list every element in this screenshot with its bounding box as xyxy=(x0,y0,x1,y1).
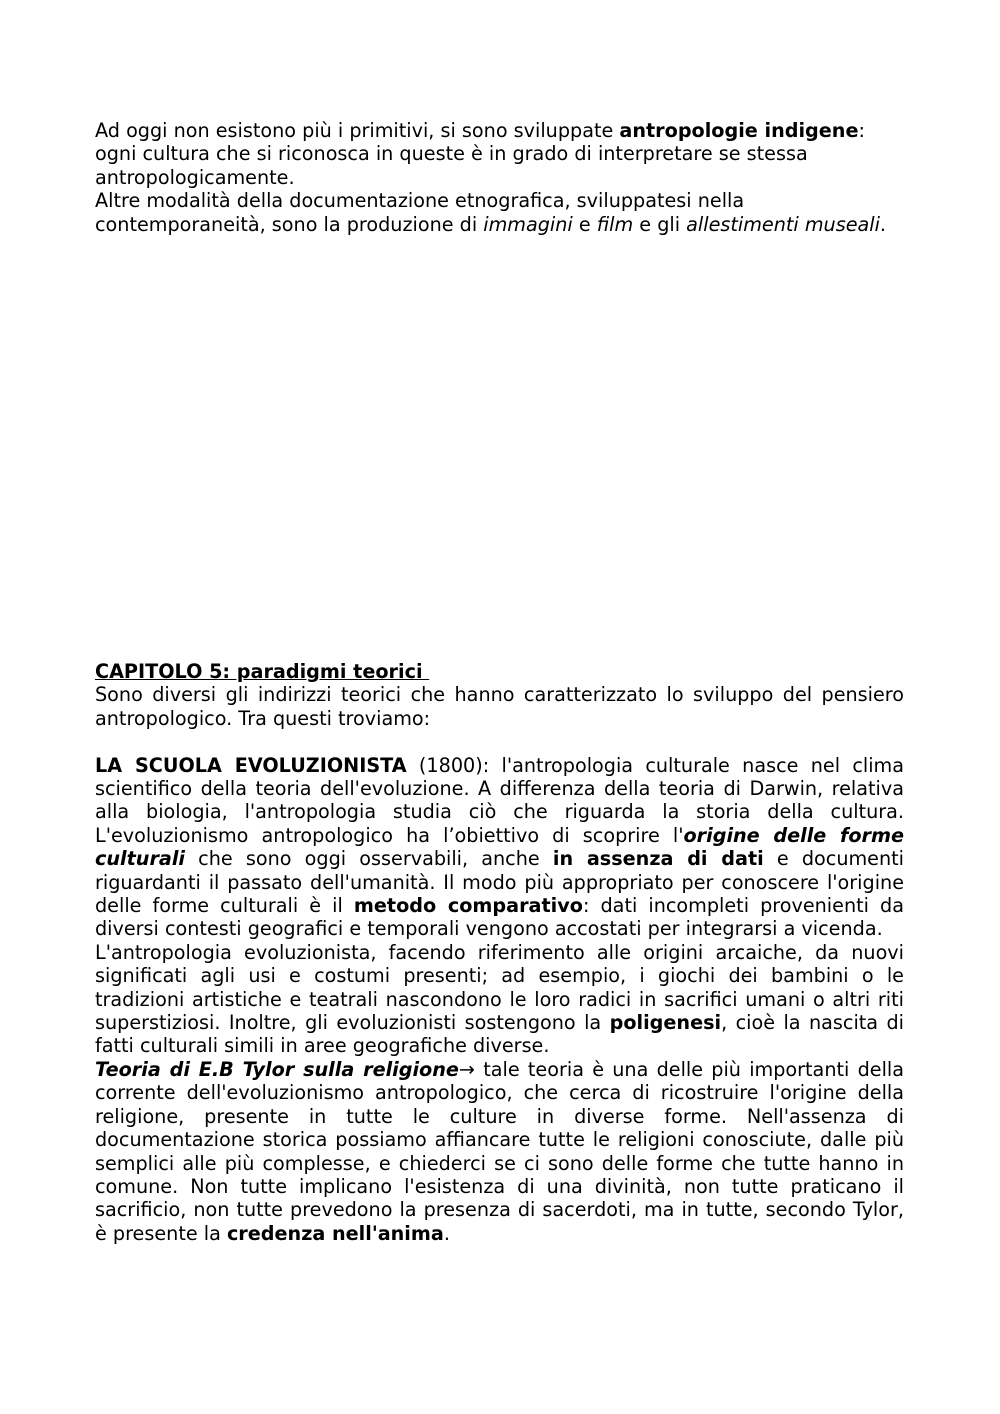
text-run: . xyxy=(879,212,887,236)
section-title: LA SCUOLA EVOLUZIONISTA xyxy=(95,753,407,777)
intro-paragraph-1 xyxy=(95,119,904,189)
chapter-title: CAPITOLO 5: paradigmi teorici xyxy=(95,660,430,683)
bold-term: in assenza di dati xyxy=(552,847,764,871)
evoluzionista-paragraph xyxy=(95,754,904,941)
chapter-section xyxy=(95,660,904,1245)
intro-paragraph-2 xyxy=(95,189,904,236)
text-run: e documenti riguardanti il passato dell'umanità. Il modo più appropriato per conoscere l'origine delle forme culturali è il xyxy=(95,847,904,918)
text-run: . xyxy=(443,1221,450,1245)
text-run: (1800): l'antropologia culturale nasce nel clima scientifico della teoria dell'evoluzione. A differenza della teoria di Darwin, relativa alla biologia, l'antropologia studia ciò che riguarda la storia della cultura. L'evoluzionismo antropologico ha l’obiettivo di scoprire l' xyxy=(95,753,905,847)
text-run: tale teoria è una delle più importanti della corrente dell'evoluzionismo antropologico, che cerca di ricostruire l'origine della religione, presente in tutte le culture in diverse forme. Nell'assenza di documentazione storica possiamo affiancare tutte le religioni conosciute, dalle più semplici alle più complesse, e chiederci se ci sono delle forme che tutte hanno in comune. Non tutte implicano l'esistenza di una divinità, non tutte praticano il sacrificio, non tutte prevedono la presenza di sacerdoti, ma in tutte, secondo Tylor, è presente la xyxy=(95,1057,904,1245)
evoluzionista-paragraph-2 xyxy=(95,941,904,1058)
text-run: e gli xyxy=(633,212,687,236)
bold-term: antropologie indigene xyxy=(619,119,859,142)
bold-term: credenza nell'anima xyxy=(226,1221,444,1245)
italic-term: immagini xyxy=(483,212,573,236)
text-run: che sono oggi osservabili, anche xyxy=(185,847,553,871)
chapter-intro: Sono diversi gli indirizzi teorici che hanno caratterizzato lo sviluppo del pensiero antropologico. Tra questi troviamo: xyxy=(95,683,904,730)
text-run: Ad oggi non esistono più i primitivi, si sono sviluppate xyxy=(95,119,620,142)
text-run: L'antropologia evoluzionista, facendo riferimento alle origini arcaiche, da nuovi significati agli usi e costumi presenti; ad esempio, i giochi dei bambini o le tradizioni artistiche e teatrali nascondono le loro radici in sacrifici umani o altri riti superstiziosi. Inoltre, gli evoluzionisti sostengono la xyxy=(95,940,904,1035)
bold-italic-term: origine delle forme culturali xyxy=(95,823,904,871)
bold-italic-term: Teoria di E.B Tylor sulla religione xyxy=(95,1057,459,1081)
tylor-paragraph xyxy=(95,1058,904,1245)
text-run: : dati incompleti provenienti da diversi contesti geografici e temporali vengono accostati per integrarsi a vicenda. xyxy=(95,894,904,941)
arrow-icon: → xyxy=(458,1057,475,1081)
text-run: Altre modalità della documentazione etnografica, sviluppatesi nella contemporaneità, sono la produzione di xyxy=(95,189,745,236)
text-run: : ogni cultura che si riconosca in queste è in grado di interpretare se stessa antropologicamente. xyxy=(95,119,865,189)
bold-term: metodo comparativo xyxy=(353,894,583,918)
bold-term: poligenesi xyxy=(609,1011,722,1035)
intro-section xyxy=(95,119,904,236)
text-run: e xyxy=(572,212,597,236)
chapter-heading xyxy=(95,660,904,683)
italic-term: film xyxy=(596,212,634,236)
italic-term: allestimenti museali xyxy=(686,212,880,236)
blank-line xyxy=(95,730,904,753)
text-run: , cioè la nascita di fatti culturali simili in aree geografiche diverse. xyxy=(95,1011,904,1058)
